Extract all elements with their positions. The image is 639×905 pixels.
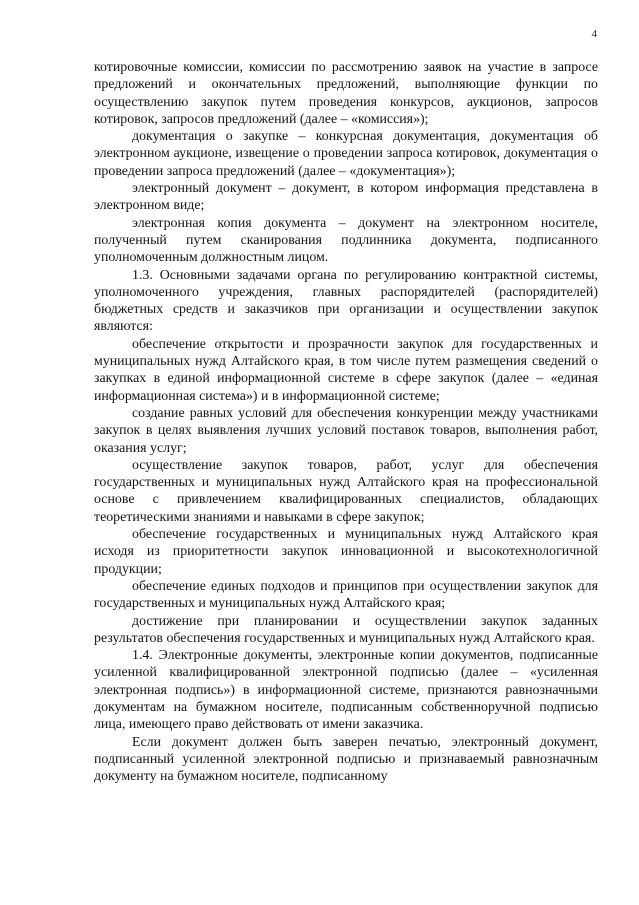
paragraph-task-professional-basis: осуществление закупок товаров, работ, услуг для обеспечения государственных и муниципальных нужд Алтайского края на профессиональной основе с привлечением квалифицированных специалистов, обладающих теоретическими знаниями и навыками в сфере закупок; (94, 457, 598, 525)
paragraph-task-openness: обеспечение открытости и прозрачности закупок для государственных и муниципальных нужд Алтайского края, в том числе путем размещения сведений о закупках в единой информационной системе в сфере закупок (далее – «единая информационная система») и в информационной системе; (94, 336, 598, 404)
paragraph-documentation-definition: документация о закупке – конкурсная документация, документация об электронном аукционе, извещение о проведении запроса котировок, документация о проведении запроса предложений (далее – «документация»); (94, 129, 598, 179)
paragraph-electronic-document-definition: электронный документ – документ, в котором информация представлена в электронном виде; (94, 181, 598, 214)
paragraph-task-results: достижение при планировании и осуществлении закупок заданных результатов обеспечения государственных и муниципальных нужд Алтайского края. (94, 613, 598, 646)
paragraph-section-1-3: 1.3. Основными задачами органа по регулированию контрактной системы, уполномоченного учреждения, главных распорядителей (распорядителей) бюджетных средств и заказчиков при организации и осуществлении закупок являются: (94, 267, 598, 335)
paragraph-task-uniform-approach: обеспечение единых подходов и принципов при осуществлении закупок для государственных и муниципальных нужд Алтайского края; (94, 578, 598, 612)
paragraph-commission-definition: котировочные комиссии, комиссии по рассмотрению заявок на участие в запросе предложений и окончательных предложений, выполняющие функции по осуществлению закупок путем проведения конкурсов, аукционов, запросов котировок, запросов предложений (далее – «комиссия»); (94, 60, 598, 127)
paragraph-task-competition: создание равных условий для обеспечения конкуренции между участниками закупок в целях выявления лучших условий поставок товаров, выполнения работ, оказания услуг; (94, 405, 598, 456)
document-body (94, 59, 598, 785)
paragraph-seal-requirement: Если документ должен быть заверен печатью, электронный документ, подписанный усиленной электронной подписью и признаваемый равнозначным документу на бумажном носителе, подписанному (94, 734, 598, 785)
paragraph-task-innovation: обеспечение государственных и муниципальных нужд Алтайского края исходя из приоритетности закупок инновационной и высокотехнологичной продукции; (94, 527, 598, 577)
page-number: 4 (591, 28, 597, 40)
paragraph-electronic-copy-definition: электронная копия документа – документ на электронном носителе, полученный путем сканирования подлинника документа, подписанного уполномоченным должностным лицом. (94, 215, 598, 266)
paragraph-section-1-4: 1.4. Электронные документы, электронные копии документов, подписанные усиленной квалифицированной электронной подписью (далее – «усиленная электронная подпись») в информационной системе, признаются равнозначными документам на бумажном носителе, подписанным собственноручной подписью лица, имеющего право действовать от имени заказчика. (94, 648, 598, 733)
